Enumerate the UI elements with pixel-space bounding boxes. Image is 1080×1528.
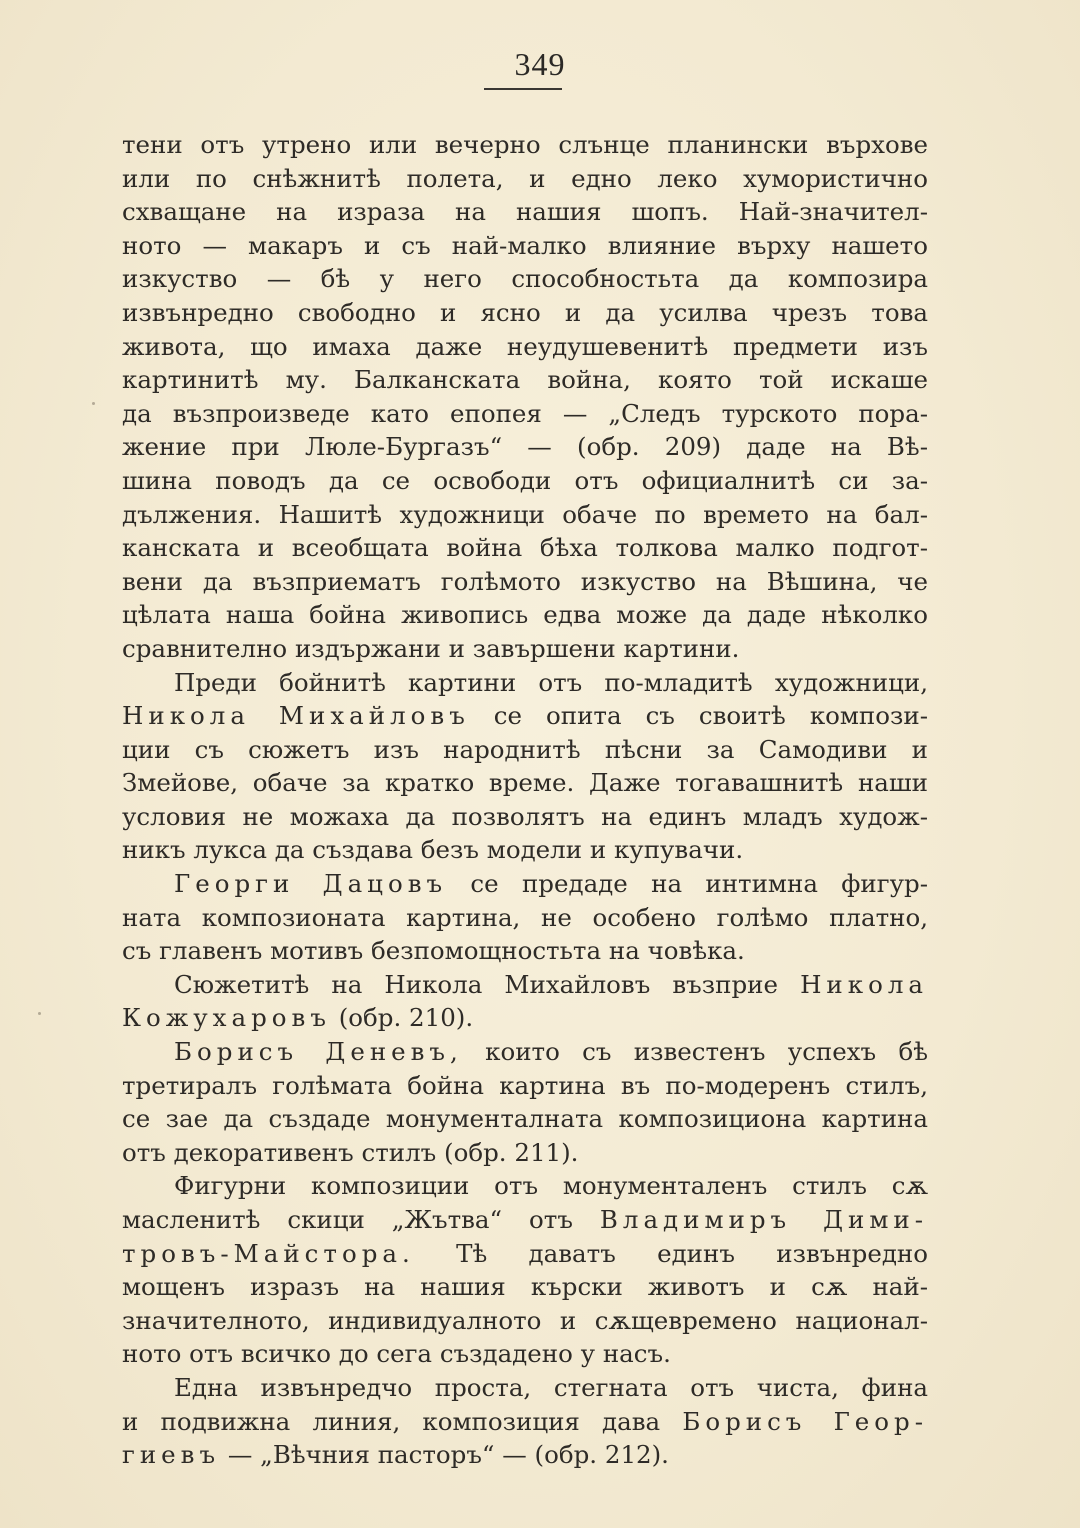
text-line: ции съ сюжетъ изъ народнитѣ пѣсни за Самодиви и [122,734,928,764]
text-line: тени отъ утрено или вечерно слънце планински върхове [122,130,928,159]
paper-speck [38,1012,41,1015]
text-line: ното отъ всичко до сега създадено у насъ. [122,1339,671,1369]
text-fragment: се предаде на интимна фигур- [470,869,928,899]
text-line: канската и всеобщата война бѣха толкова малко подгот- [122,533,928,563]
text-line [122,1438,928,1472]
paper-speck [92,402,95,405]
text-line: ната композионата картина, не особено голѣмо платно, [122,902,928,932]
text-fragment: Сюжетитѣ на Никола Михайловъ възприе [174,969,778,999]
text-fragment: — „Вѣчния пасторъ“ — (обр. 212). [227,1440,669,1470]
paragraph-start-line [122,867,928,901]
text-line: третиралъ голѣмата бойна картина въ по-модеренъ стилъ, [122,1070,928,1100]
text-line [122,1237,928,1271]
text-fragment: и подвижна линия, композиция дава [122,1406,661,1436]
text-line: дължения. Нашитѣ художници обаче по времето на бал- [122,499,928,529]
text-line: живота, що имаха даже неудушевенитѣ предмети изъ [122,331,928,361]
paragraph-start-line: Една извънредчо проста, стегната отъ чиста, фина [174,1372,928,1402]
text-line [122,1001,928,1035]
text-line: ното — макаръ и съ най-малко влияние върху нашето [122,230,928,260]
text-line: изкуство — бѣ у него способностьта да композира [122,264,928,294]
artist-name: тровъ-Майстора. [122,1238,415,1268]
text-line [122,699,928,733]
artist-name: Борисъ Геор- [682,1406,928,1436]
artist-name: Никола Михайловъ [122,701,470,731]
text-line: значителното, индивидуалното и сѫщевремено национал- [122,1305,928,1335]
text-line: Змейове, обаче за кратко време. Даже тогавашнитѣ наши [122,768,928,798]
text-line: съ главенъ мотивъ безпомощностьта на човѣка. [122,936,745,966]
text-line: картинитѣ му. Балканската война, която той искаше [122,365,928,395]
page-number: 349 [514,46,566,82]
text-line [122,1405,928,1439]
text-line: вени да възприематъ голѣмото изкуство на Вѣшина, че [122,566,928,596]
paragraph-start-line: Преди бойнитѣ картини отъ по-младитѣ художници, [174,667,928,697]
artist-name: Борисъ Деневъ, [174,1037,463,1067]
artist-name: Кожухаровъ [122,1003,331,1033]
body-text [122,128,928,1472]
text-line: схващане на израза на нашия шопъ. Най-значител- [122,197,928,227]
page-number-underline [484,88,562,90]
text-fragment: които съ известенъ успехъ бѣ [485,1037,928,1067]
text-line: сравнително издържани и завършени картини. [122,633,740,663]
text-line: да възпроизведе като епопея — „Следъ турското пора- [122,398,928,428]
artist-name: Владимиръ Дими- [599,1205,928,1234]
text-fragment: Тѣ даватъ единъ извънредно [456,1238,928,1268]
text-line: извънредно свободно и ясно и да усилва чрезъ това [122,297,928,327]
text-line: условия не можаха да позволятъ на единъ младъ худож- [122,801,928,831]
text-fragment: (обр. 210). [338,1003,474,1033]
text-line: мощенъ изразъ на нашия кърски животъ и сѫ най- [122,1272,928,1302]
paragraph-start-line [122,1035,928,1069]
text-line: се зае да създаде монументалната композициона картина [122,1104,928,1134]
text-line [122,1203,928,1237]
text-fragment: масленитѣ скици „Жътва“ отъ [122,1205,573,1234]
text-fragment: се опита съ своитѣ компози- [493,701,928,731]
paragraph-start-line: Фигурни композиции отъ монументаленъ стилъ сѫ [174,1171,928,1201]
artist-name: Георги Дацовъ [174,869,448,899]
artist-name: гиевъ [122,1440,221,1470]
text-line: цѣлата наша бойна живопись едва може да даде нѣколко [122,600,928,630]
artist-name: Никола [800,969,928,999]
paragraph-start-line [122,968,928,1002]
text-line: или по снѣжнитѣ полета, и едно леко хумористично [122,163,928,193]
text-line: отъ декоративенъ стилъ (обр. 211). [122,1137,579,1167]
text-line: жение при Люле-Бургазъ“ — (обр. 209) даде на Вѣ- [122,432,928,462]
text-line: никъ лукса да създава безъ модели и купувачи. [122,835,744,865]
text-line: шина поводъ да се освободи отъ официалнитѣ си за- [122,465,928,495]
